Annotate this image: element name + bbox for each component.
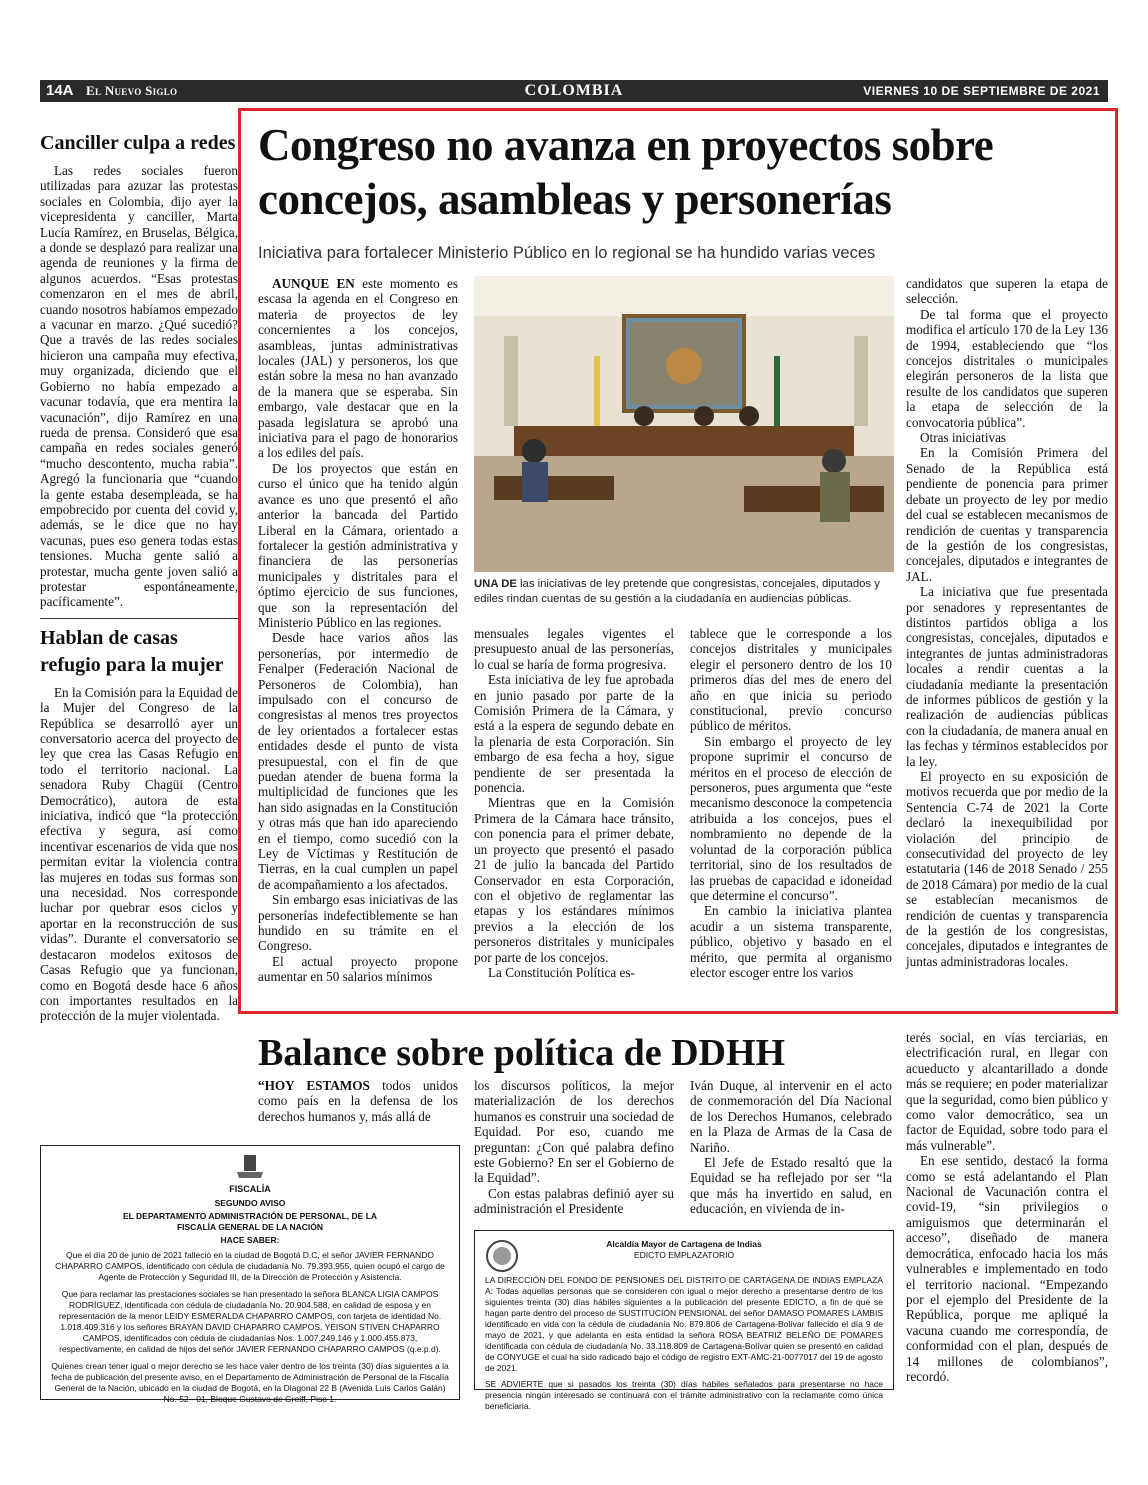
main-column-4: candidatos que superen la etapa de selección. De tal forma que el proyecto modifica el artículo 170 de la Ley 136 de 1994, estableciendo que “los concejos distritales o municipales elegirán personeros de la lista que resulte de los candidatos que superen la etapa de selección de la convocatoria pública”. Otras iniciativas En la Comisión Primera del Senado de la República está pendiente de ponencia para primer debate un proyecto de ley por medio del cual se establecen mecanismos de rendición de cuentas y transparencia de la gestión de los congresistas, concejales, diputados e integrantes de JAL. La iniciativa que fue presentada por senadores y representantes de distintos partidos obliga a los congresistas, concejales, diputados e integrantes de juntas administradoras locales a rendir cuentas a la ciudadanía mediante la presentación de informes públicos de gestión y la realización de audiencias públicas con la ciudadanía, de manera anual en las fechas y términos establecidos por la ley. El proyecto en su exposición de motivos recuerda que por medio de la Sentencia C-74 de 2021 la Corte declaró la inexequibilidad por violación del principio de consecutividad del proyecto de ley estatutaria (146 de 2018 Senado / 255 de 2018 Cámara) por medio de la cual se establecían mecanismos de rendición de cuentas y transparencia de la gestión de los congresistas, concejales, diputados e integrantes de juntas administradoras locales. [906,276,1108,969]
coat-of-arms-icon [233,1154,267,1180]
council-chamber-photo [474,276,894,572]
subhead-otras-iniciativas: Otras iniciativas [920,430,1007,446]
newspaper-name: El Nuevo Siglo [86,83,178,98]
ddhh-column-1: “HOY ESTAMOS todos unidos como país en la defensa de los derechos humanos y, más allá de [258,1078,459,1124]
sidebar [40,130,238,1024]
ddhh-column-3: Iván Duque, al intervenir en el acto de conmemoración del Día Nacional de los Derechos Humanos, celebrado en la Plaza de Armas de la Casa de Nariño. El Jefe de Estado resaltó que la Equidad se ha reflejado por ser “la que más ha invertido en salud, en educación, en vivienda de in- [690,1078,892,1217]
ddhh-lead-in: “HOY ESTAMOS [258,1078,370,1093]
main-column-1: AUNQUE EN este momento es escasa la agenda en el Congreso en materia de proyectos de ley concernientes a los concejos, asambleas, juntas administrativas locales (JAL) y personeros, los que están sobre la mesa no han avanzado de la manera que se esperaba. Sin embargo, vale destacar que en la pasada legislatura se aprobó una iniciativa para el pago de honorarios a los ediles del país. De los proyectos que están en curso el único que ha tenido algún avance es uno que presentó el año anterior la bancada del Partido Liberal en la Cámara, orientado a fortalecer la gestión administrativa y financiera de las personerías municipales y distritales para el óptimo ejercicio de sus funciones, que son la representación del Ministerio Público en las regiones. Desde hace varios años las personerías, por intermedio de Fenalper (Federación Nacional de Personeros de Colombia), han impulsado con el concurso de congresistas al menos tres proyectos de ley orientados a fortalecer estas entidades desde el punto de vista presupuestal, con el fin de que puedan atender de buena forma la multiplicidad de funciones que les han sido asignadas en la Constitución y otras más que han ido apareciendo en el tiempo, como sucedió con la Ley de Víctimas y Restitución de Tierras, en la cual cumplen un papel de acompañamiento a los afectados. Sin embargo esas iniciativas de las personerías indefectiblemente se han hundido en su trámite en el Congreso. El actual proyecto propone aumentar en 50 salarios mínimos [258,276,459,985]
lead-in: AUNQUE EN [272,276,355,291]
fiscalia-logo: FISCALÍA [51,1154,449,1195]
sidebar-story2-title: Hablan de casas refugio para la mujer [40,626,224,676]
caption-lead: UNA DE [474,578,517,590]
ddhh-headline: Balance sobre política de DDHH [258,1032,786,1074]
main-column-2: mensuales legales vigentes el presupuesto anual de las personerías, lo cual se haría de forma progresiva. Esta iniciativa de ley fue aprobada en junio pasado por parte de la Comisión Primera de la Cámara, y está a la espera de segundo debate en la plenaria de esta Corporación. Sin embargo de esa fecha a hoy, sigue pendiente de ser presentada la ponencia. Mientras que en la Comisión Primera de la Cámara hace tránsito, con ponencia para el primer debate, un proyecto que presentó el pasado 21 de julio la bancada del Partido Conservador en esta Corporación, con el objetivo de reglamentar las etapas y los estándares mínimos previos a la elección de los personeros distritales y municipales por parte de los concejos. La Constitución Política es- [474,626,674,980]
page-header [40,80,1108,102]
ddhh-column-4: terés social, en vías terciarias, en electrificación rural, en llegar con acueducto y alcantarillado a donde más se requiere; en poder materializar que la seguridad, como bien público y como valor democrático, sea un factor de Equidad, sobre todo para el más vulnerable”. En ese sentido, destacó la forma como se está adelantando el Plan Nacional de Vacunación contra el covid-19, “sin privilegios o amiguismos que determinarán el acceso”, diseñado de manera democrática, enfocado hacia los más vulnerables e implementado en todo el territorio nacional. “Empezando por el ejemplo del Presidente de la República, porque me apliqué la vacuna cuando me correspondía, de conformidad con el plan, después de 14 millones de colombianos”, recordó. [906,1030,1108,1384]
main-headline: Congreso no avanza en proyectos sobre concejos, asambleas y personerías [258,120,994,224]
photo-caption: UNA DE las iniciativas de ley pretende que congresistas, concejales, diputados y ediles rindan cuentas de su gestión a la ciudadanía en audiencias públicas. [474,578,880,605]
article-photo [474,276,894,572]
fiscalia-notice: FISCALÍA SEGUNDO AVISO EL DEPARTAMENTO ADMINISTRACIÓN DE PERSONAL, DE LA FISCALÍA GENERAL DE LA NACIÓN HACE SABER: Que el día 20 de junio de 2021 falleció en la ciudad de Bogotá D.C, el señor JAVIER FERNANDO CHAPARRO CAMPOS, identificado con cédula de ciudadanía No. 79.393.955, quien ocupó el cargo de Agente de Protección y Seguridad III, de la Dirección de Protección y Asistencia. Que para reclamar las prestaciones sociales se han presentado la señora BLANCA LIGIA CAMPOS RODRÍGUEZ, identificada con cédula de ciudadanía No. 20.904.588, en calidad de esposa y en representación de la menor LEIDY ESMERALDA CHAPARRO CAMPOS, con tarjeta de identidad No. 1.018.409.316 y los señores BRAYAN DAVID CHAPARRO CAMPOS, YEISON STIVEN CHAPARRO CAMPOS, identificados con cédula de ciudadanías Nos. 1.007.249.146 y 1.000.455.873, respectivamente, en calidad de hijos del señor JAVIER FERNANDO CHAPARRO CAMPOS (q.e.p.d). Quienes crean tener igual o mejor derecho se les hace valer dentro de los treinta (30) días siguientes a la fecha de publicación del presente aviso, en el Departamento de Administración de Personal de la Fiscalía General de la Nación, ubicado en la ciudad de Bogotá, en la Diagonal 22 B (Avenida Luis Carlos Galán) No. 52 - 01, Bloque Gustavo de Greiff, Piso 1. [40,1145,460,1400]
main-subheadline: Iniciativa para fortalecer Ministerio Público en lo regional se ha hundido varias veces [258,244,876,262]
sidebar-story1-body: Las redes sociales fueron utilizadas para azuzar las protestas sociales en Colombia, dijo ayer la vicepresidenta y canciller, Marta Lucía Ramírez, en Bruselas, Bélgica, a donde se desplazó para realizar una agenda de reuniones y la firma de algunos acuerdos. “Esas protestas comenzaron en el mes de abril, cuando nosotros habíamos empezado a vacunar en marzo. ¿Qué sucedió? Que a través de las redes sociales hicieron una campaña muy efectiva, muy organizada, diciendo que el Gobierno no había empezado a vacunar todavía, que era mentira la vacunación”, dijo Ramírez en una rueda de prensa. Consideró que esa campaña en redes sociales generó “mucho descontento, mucha rabia”. Agregó la funcionaria que “cuando la gente estaba desempleada, se ha empobrecido por cuenta del covid y, además, se le dice que no hay vacunas, pues eso genera todas estas tensiones. Mucha gente salió a protestar, mucha gente joven salió a protestar espontáneamente, pacíficamente”. [40,163,238,610]
section-name: COLOMBIA [524,82,624,99]
cartagena-seal [485,1239,519,1277]
seal-icon [485,1239,519,1273]
page-number: 14A [46,82,74,99]
edition-date: VIERNES 10 DE SEPTIEMBRE DE 2021 [863,84,1100,98]
ddhh-column-2: los discursos políticos, la mejor materialización de los derechos humanos es construir una sociedad de Equidad. Por eso, cuando me preguntan: ¿Con qué palabra defino este Gobierno? En ser el Gobierno de la Equidad”. Con estas palabras definió ayer su administración el Presidente [474,1078,674,1217]
main-column-3: tablece que le corresponde a los concejos distritales y municipales elegir el personero dentro de los 10 primeros días del mes de enero del año en que inicia su periodo constitucional, previo concurso público de méritos. Sin embargo el proyecto de ley propone suprimir el concurso de méritos en el proceso de elección de personeros, pues argumenta que “este mecanismo desconoce la competencia atribuida a los concejos, pues el nombramiento no depende de la voluntad de la corporación pública territorial, sino de los resultados de las pruebas de capacidad e idoneidad que determine el concurso”. En cambio la iniciativa plantea acudir a un sistema transparente, público, objetivo y basado en el mérito, que permita al organismo elector escoger entre los varios [690,626,892,980]
sidebar-story1-title: Canciller culpa a redes [40,132,236,154]
cartagena-notice: Alcaldía Mayor de Cartagena de Indias EDICTO EMPLAZATORIO LA DIRECCIÓN DEL FONDO DE PENSIONES DEL DISTRITO DE CARTAGENA DE INDIAS EMPLAZA A: Todas aquellas personas que se consideren con igual o mejor derecho a presentarse dentro de los siguientes treinta (30) días hábiles siguientes a la publicación del presente EDICTO, a fin de que se hagan parte dentro del proceso de SUSTITUCIÓN PENSIONAL del señor DAMASO POMARES LAMBIS identificado en vida con la cédula de ciudadanía No. 879.806 de Cartagena-Bolívar fallecido el día 9 de mayo de 2021, y que adelanta en esta entidad la señora ROSA BEATRIZ BELEÑO DE POMARES identificada con cédula de ciudadanía No. 33.118.809 de Cartagena-Bolívar quien se presentó en calidad de CONYUGE el cual ha sido radicado bajo el código de registro EXT-AMC-21-0077017 del 19 de agosto de 2021. SE ADVIERTE que si pasados los treinta (30) días hábiles señalados para presentarse no hace presencia ningún interesado se continuará con el trámite administrativo con la reclamante como única beneficiaria. [474,1230,894,1390]
divider [40,618,238,619]
sidebar-story2-body: En la Comisión para la Equidad de la Mujer del Congreso de la República se desarrolló ayer un conversatorio acerca del proyecto de ley que crea las Casas Refugio en todo el territorio nacional. La senadora Ruby Chagüi (Centro Democrático), autora de esta iniciativa, indicó que “la protección efectiva y segura, así como incentivar escenarios de vida que nos permitan evitar la violencia contra las mujeres en todas sus formas son una necesidad. Nos corresponde luchar por quebrar esos ciclos y aportar en la reconstrucción de sus vidas”. Durante el conversatorio se destacaron modelos exitosos de Casas Refugio que ya funcionan, como en Bogotá desde hace 6 años con importantes resultados en la protección de la mujer violentada. [40,684,238,1024]
